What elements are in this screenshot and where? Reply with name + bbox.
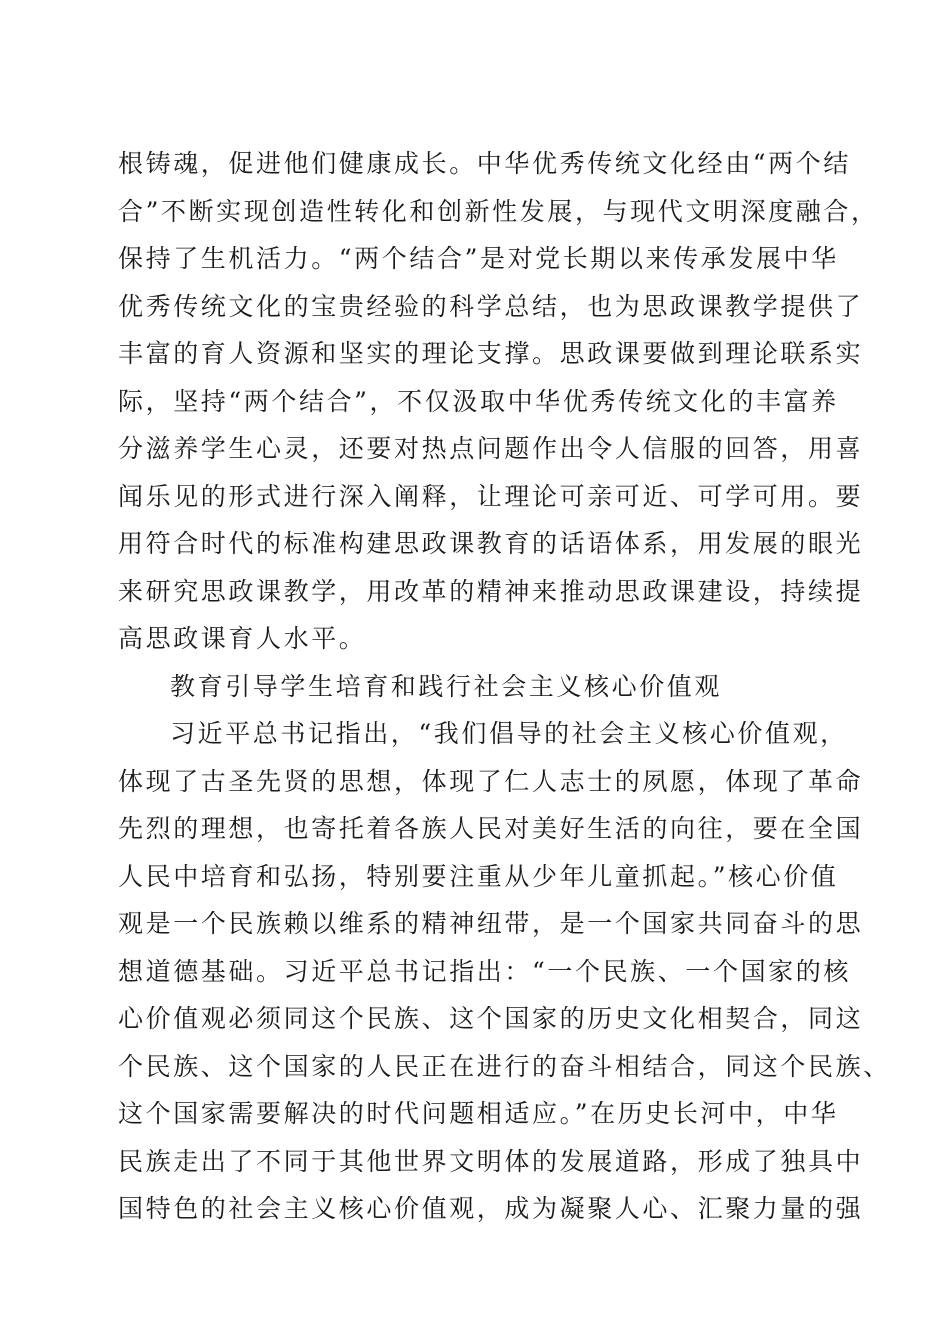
paragraph-line: 闻乐见的形式进行深入阐释，让理论可亲可近、可学可用。要 — [118, 481, 864, 511]
paragraph-line: 合”不断实现创造性转化和创新性发展，与现代文明深度融合， — [118, 196, 879, 226]
paragraph-2 — [118, 710, 891, 1233]
paragraph-line: 保持了生机活力。“两个结合”是对党长期以来传承发展中华 — [118, 244, 839, 273]
paragraph-line: 高思政课育人水平。 — [118, 624, 367, 653]
paragraph-line: 人民中培育和弘扬，特别要注重从少年儿童抓起。”核心价值 — [118, 861, 839, 891]
paragraph-line: 际，坚持“两个结合”，不仅汲取中华优秀传统文化的丰富养 — [118, 386, 839, 416]
paragraph-line: 个民族、这个国家的人民正在进行的奋斗相结合，同这个民族、 — [118, 1051, 891, 1081]
paragraph-line: 国特色的社会主义核心价值观，成为凝聚人心、汇聚力量的强 — [118, 1194, 864, 1223]
paragraph-line: 习近平总书记指出，“我们倡导的社会主义核心价值观， — [170, 719, 848, 748]
paragraph-line: 先烈的理想，也寄托着各族人民对美好生活的向往，要在全国 — [118, 814, 864, 843]
paragraph-line: 用符合时代的标准构建思政课教育的话语体系，用发展的眼光 — [118, 529, 864, 558]
paragraph-line: 这个国家需要解决的时代问题相适应。”在历史长河中，中华 — [118, 1099, 839, 1128]
paragraph-line: 丰富的育人资源和坚实的理论支撑。思政课要做到理论联系实 — [118, 339, 864, 368]
paragraph-line: 民族走出了不同于其他世界文明体的发展道路，形成了独具中 — [118, 1146, 864, 1176]
document-body — [118, 140, 891, 1233]
section-heading: 教育引导学生培育和践行社会主义核心价值观 — [170, 671, 723, 701]
paragraph-line: 根铸魂，促进他们健康成长。中华优秀传统文化经由“两个结 — [118, 149, 851, 178]
paragraph-line: 想道德基础。习近平总书记指出：“一个民族、一个国家的核 — [118, 956, 851, 986]
paragraph-line: 体现了古圣先贤的思想，体现了仁人志士的夙愿，体现了革命 — [118, 766, 864, 796]
paragraph-line: 优秀传统文化的宝贵经验的科学总结，也为思政课教学提供了 — [118, 291, 864, 321]
paragraph-line: 心价值观必须同这个民族、这个国家的历史文化相契合，同这 — [118, 1004, 864, 1033]
paragraph-1 — [118, 140, 879, 663]
paragraph-line: 来研究思政课教学，用改革的精神来推动思政课建设，持续提 — [118, 576, 864, 606]
paragraph-line: 分滋养学生心灵，还要对热点问题作出令人信服的回答，用喜 — [118, 434, 864, 463]
paragraph-line: 观是一个民族赖以维系的精神纽带，是一个国家共同奋斗的思 — [118, 909, 864, 938]
